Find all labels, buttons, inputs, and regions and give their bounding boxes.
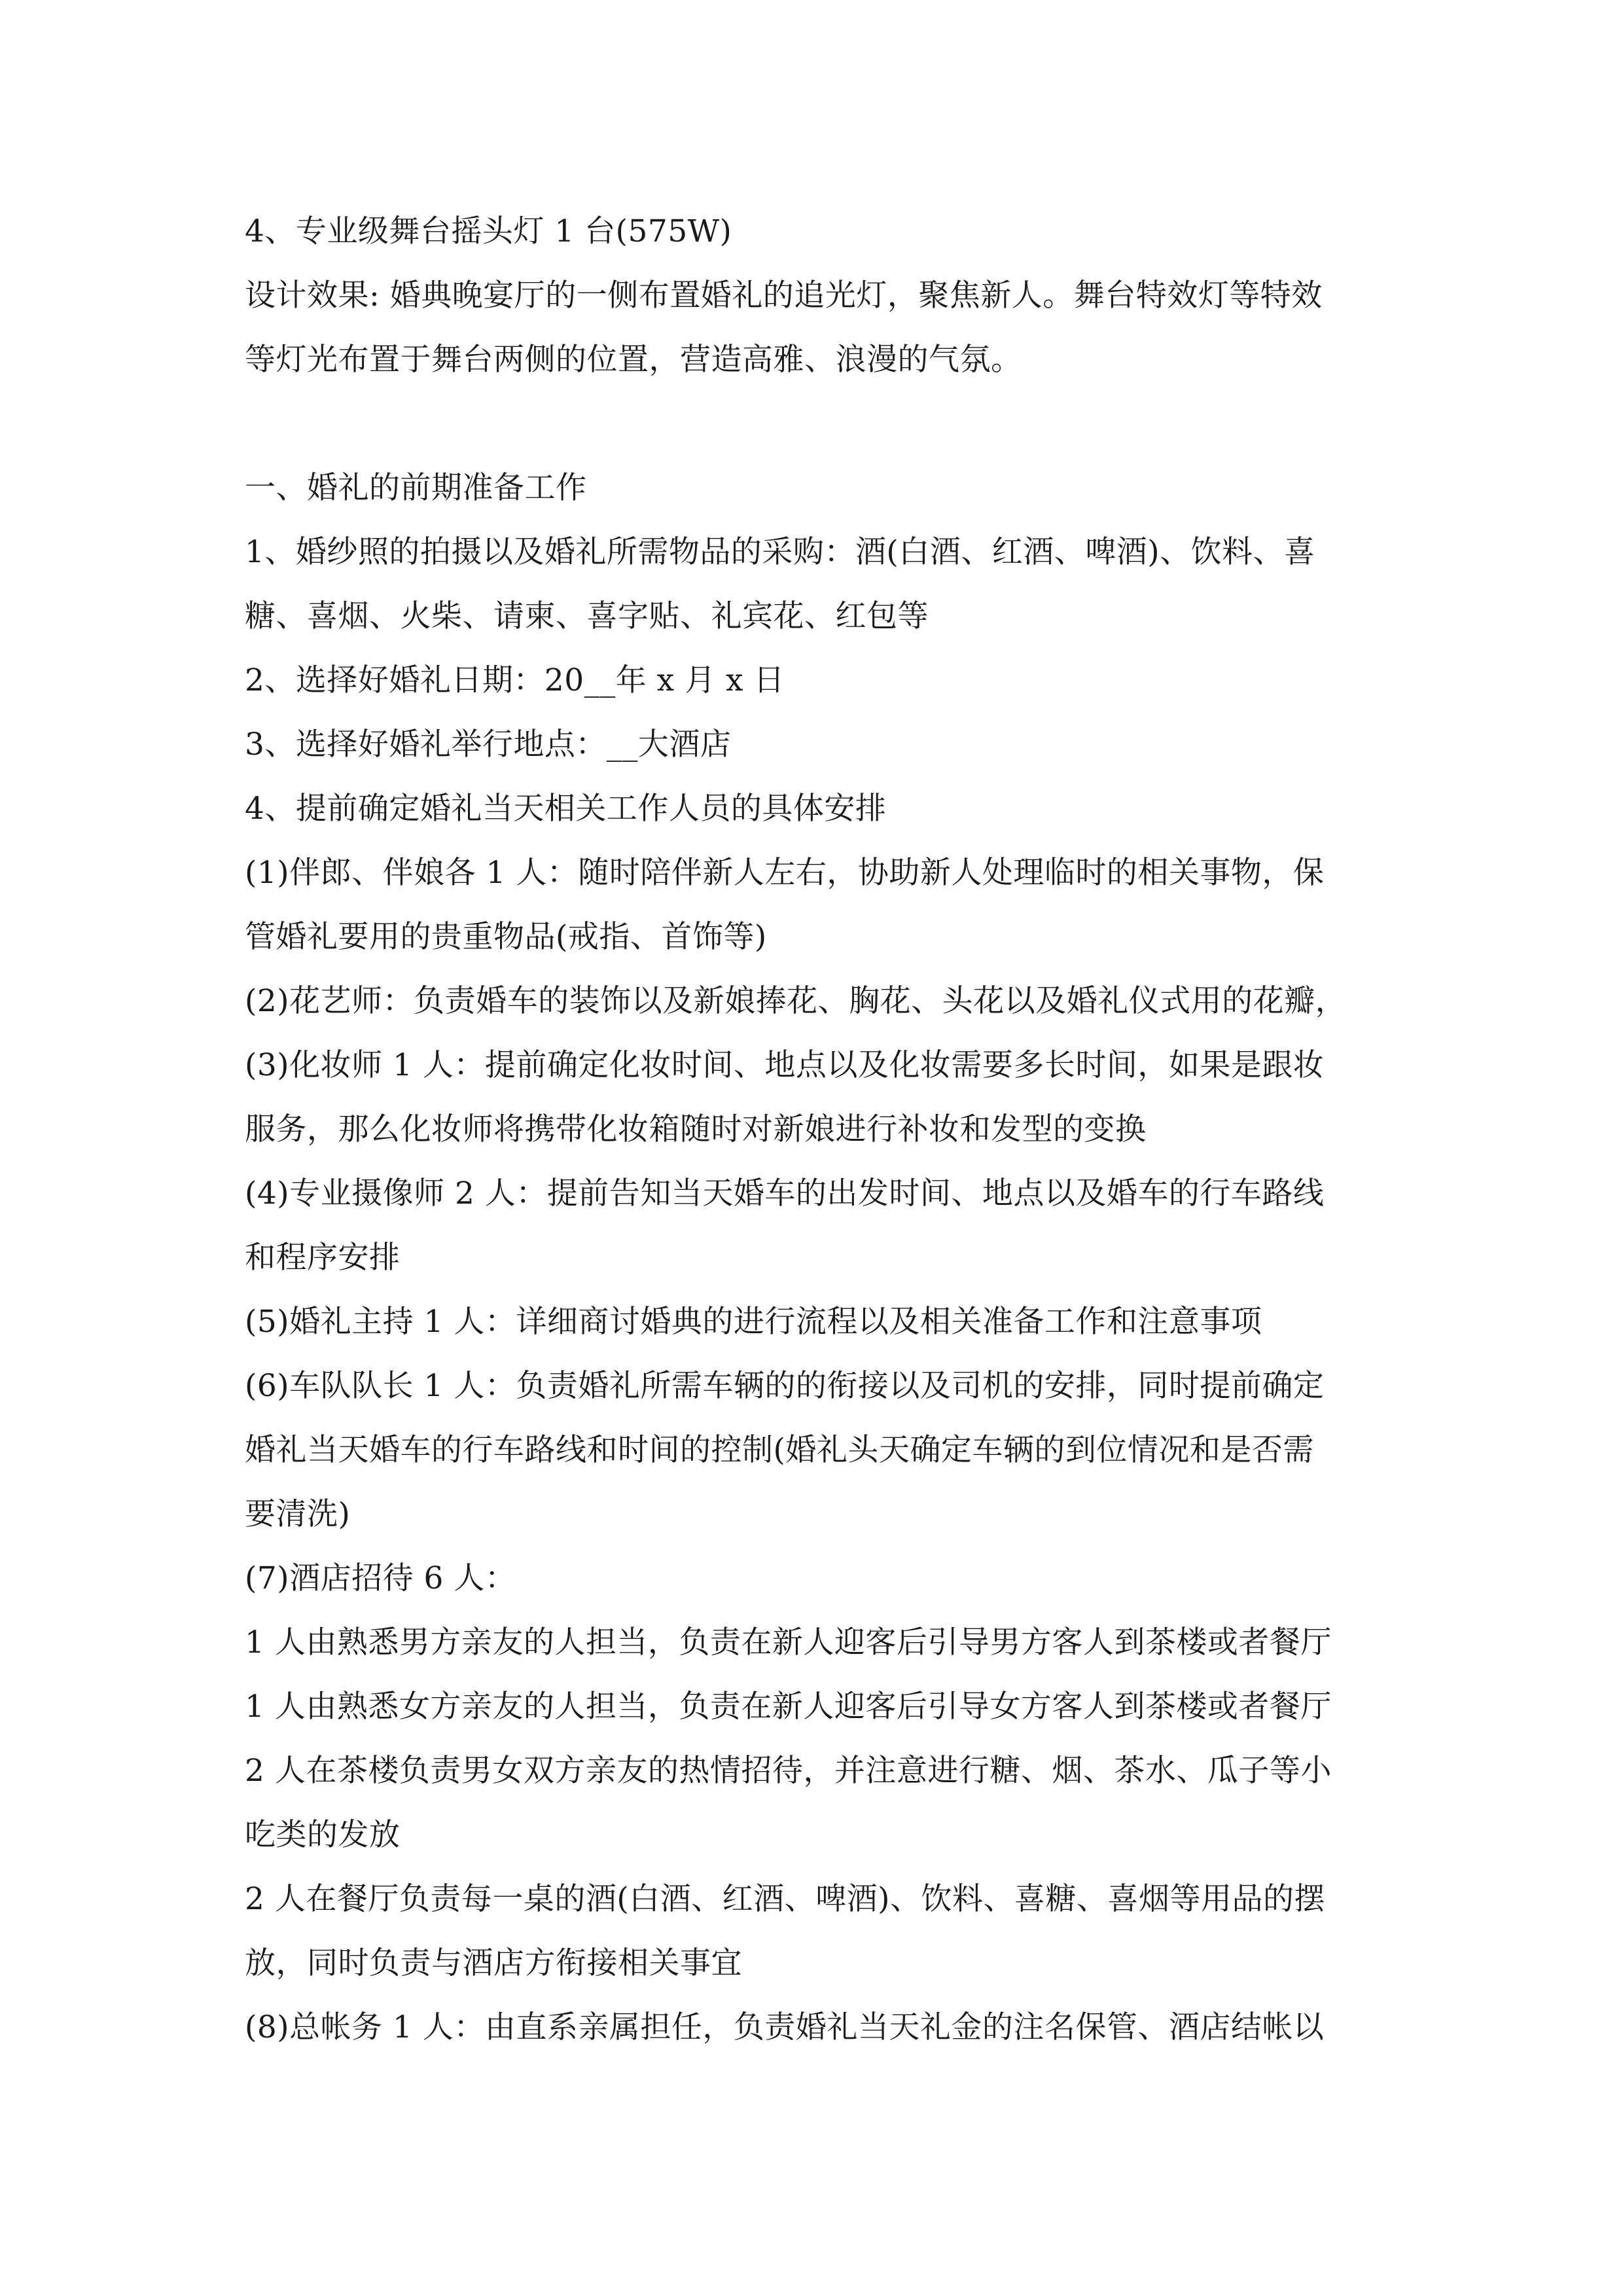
- design-effect-line-2: 等灯光布置于舞台两侧的位置，营造高雅、浪漫的气氛。: [245, 342, 1022, 378]
- prep-item-1-line-2: 糖、喜烟、火柴、请柬、喜字贴、礼宾花、红包等: [245, 598, 929, 634]
- staff-8-line-1: (8)总帐务 1 人：由直系亲属担任，负责婚礼当天礼金的注名保管、酒店结帐以: [245, 2009, 1325, 2045]
- staff-6-line-2: 婚礼当天婚车的行车路线和时间的控制(婚礼头天确定车辆的到位情况和是否需: [245, 1432, 1314, 1468]
- staff-3-line-2: 服务，那么化妆师将携带化妆箱随时对新娘进行补妆和发型的变换: [245, 1111, 1147, 1147]
- staff-4-line-2: 和程序安排: [245, 1240, 401, 1276]
- prep-item-4: 4、提前确定婚礼当天相关工作人员的具体安排: [245, 791, 887, 827]
- prep-item-3: 3、选择好婚礼举行地点：__大酒店: [245, 726, 732, 762]
- paragraph-gap: [245, 392, 1383, 456]
- staff-1-line-2: 管婚礼要用的贵重物品(戒指、首饰等): [245, 919, 767, 955]
- staff-6-line-1: (6)车队队长 1 人：负责婚礼所需车辆的的衔接以及司机的安排，同时提前确定: [245, 1368, 1325, 1404]
- staff-7-duty-4-line-1: 2 人在餐厅负责每一桌的酒(白酒、红酒、啤酒)、饮料、喜糖、喜烟等用品的摆: [245, 1881, 1326, 1917]
- staff-7-duty-2: 1 人由熟悉女方亲友的人担当，负责在新人迎客后引导女方客人到茶楼或者餐厅: [245, 1689, 1332, 1725]
- staff-7-duty-4-line-2: 放，同时负责与酒店方衔接相关事宜: [245, 1945, 742, 1981]
- staff-6-line-3: 要清洗): [245, 1496, 351, 1532]
- staff-3-line-1: (3)化妆师 1 人：提前确定化妆时间、地点以及化妆需要多长时间，如果是跟妆: [245, 1047, 1325, 1083]
- staff-7-duty-3-line-1: 2 人在茶楼负责男女双方亲友的热情招待，并注意进行糖、烟、茶水、瓜子等小: [245, 1753, 1332, 1789]
- lighting-item-4: 4、专业级舞台摇头灯 1 台(575W): [245, 213, 732, 249]
- document-body: [245, 200, 1383, 2060]
- staff-7-heading: (7)酒店招待 6 人：: [245, 1560, 516, 1596]
- staff-4-line-1: (4)专业摄像师 2 人：提前告知当天婚车的出发时间、地点以及婚车的行车路线: [245, 1175, 1325, 1211]
- design-effect-line-1: 设计效果: 婚典晚宴厅的一侧布置婚礼的追光灯，聚焦新人。舞台特效灯等特效: [245, 278, 1323, 314]
- staff-7-duty-3-line-2: 吃类的发放: [245, 1817, 401, 1853]
- staff-1-line-1: (1)伴郎、伴娘各 1 人：随时陪伴新人左右，协助新人处理临时的相关事物，保: [245, 855, 1325, 891]
- prep-item-2: 2、选择好婚礼日期：20__年 x 月 x 日: [245, 662, 785, 698]
- section-heading: 一、婚礼的前期准备工作: [245, 470, 587, 506]
- prep-item-1-line-1: 1、婚纱照的拍摄以及婚礼所需物品的采购：酒(白酒、红酒、啤酒)、饮料、喜: [245, 534, 1315, 570]
- staff-5: (5)婚礼主持 1 人：详细商讨婚典的进行流程以及相关准备工作和注意事项: [245, 1304, 1262, 1340]
- staff-7-duty-1: 1 人由熟悉男方亲友的人担当，负责在新人迎客后引导男方客人到茶楼或者餐厅: [245, 1624, 1332, 1660]
- staff-2: (2)花艺师：负责婚车的装饰以及新娘捧花、胸花、头花以及婚礼仪式用的花瓣，: [245, 983, 1347, 1019]
